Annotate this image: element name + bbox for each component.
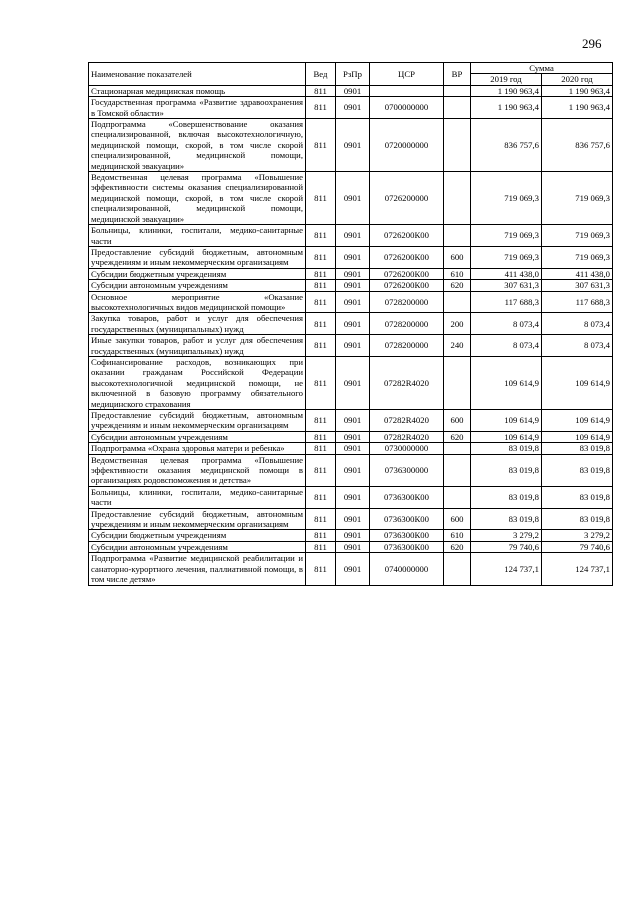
row-sum-2020: 124 737,1 xyxy=(542,553,613,585)
row-sum-2020: 719 069,3 xyxy=(542,172,613,225)
row-sum-2019: 1 190 963,4 xyxy=(471,85,542,96)
row-ved: 811 xyxy=(306,97,336,119)
row-name: Субсидии автономным учреждениям xyxy=(89,541,306,552)
row-vr: 620 xyxy=(444,541,471,552)
row-name: Закупка товаров, работ и услуг для обеспечения государственных (муниципальных) нужд xyxy=(89,313,306,335)
row-vr: 620 xyxy=(444,431,471,442)
row-csr: 0726200К00 xyxy=(370,268,444,279)
row-ved: 811 xyxy=(306,313,336,335)
row-ved: 811 xyxy=(306,530,336,541)
row-ved: 811 xyxy=(306,553,336,585)
row-rzpr: 0901 xyxy=(336,246,370,268)
row-rzpr: 0901 xyxy=(336,313,370,335)
row-name: Субсидии автономным учреждениям xyxy=(89,280,306,291)
row-csr: 0728200000 xyxy=(370,335,444,357)
row-name: Предоставление субсидий бюджетным, автономным учреждениям и иным некоммерческим организациям xyxy=(89,508,306,530)
row-sum-2020: 719 069,3 xyxy=(542,246,613,268)
row-rzpr: 0901 xyxy=(336,97,370,119)
row-sum-2020: 1 190 963,4 xyxy=(542,85,613,96)
row-vr: 240 xyxy=(444,335,471,357)
row-csr: 0726200К00 xyxy=(370,225,444,247)
header-year-2019: 2019 год xyxy=(471,74,542,85)
row-rzpr: 0901 xyxy=(336,410,370,432)
row-sum-2019: 719 069,3 xyxy=(471,172,542,225)
row-sum-2019: 79 740,6 xyxy=(471,541,542,552)
row-sum-2019: 3 279,2 xyxy=(471,530,542,541)
row-vr xyxy=(444,172,471,225)
row-sum-2019: 411 438,0 xyxy=(471,268,542,279)
row-rzpr: 0901 xyxy=(336,454,370,486)
table-row xyxy=(89,443,613,454)
row-sum-2020: 83 019,8 xyxy=(542,508,613,530)
row-csr: 0736300000 xyxy=(370,454,444,486)
row-name: Государственная программа «Развитие здравоохранения в Томской области» xyxy=(89,97,306,119)
row-rzpr: 0901 xyxy=(336,335,370,357)
row-ved: 811 xyxy=(306,541,336,552)
row-csr: 0736300К00 xyxy=(370,530,444,541)
row-ved: 811 xyxy=(306,508,336,530)
row-sum-2019: 719 069,3 xyxy=(471,225,542,247)
row-ved: 811 xyxy=(306,119,336,172)
row-name: Подпрограмма «Охрана здоровья матери и ребенка» xyxy=(89,443,306,454)
row-sum-2019: 109 614,9 xyxy=(471,431,542,442)
table-row xyxy=(89,454,613,486)
row-ved: 811 xyxy=(306,85,336,96)
row-ved: 811 xyxy=(306,443,336,454)
row-rzpr: 0901 xyxy=(336,119,370,172)
table-row xyxy=(89,268,613,279)
table-row xyxy=(89,97,613,119)
row-name: Субсидии бюджетным учреждениям xyxy=(89,268,306,279)
header-row xyxy=(89,63,613,74)
table-body xyxy=(89,85,613,585)
row-ved: 811 xyxy=(306,172,336,225)
row-vr: 600 xyxy=(444,410,471,432)
row-name: Субсидии автономным учреждениям xyxy=(89,431,306,442)
row-sum-2019: 109 614,9 xyxy=(471,410,542,432)
header-vr: ВР xyxy=(444,63,471,86)
row-vr: 610 xyxy=(444,530,471,541)
table-row xyxy=(89,530,613,541)
row-csr: 0728200000 xyxy=(370,291,444,313)
header-ved: Вед xyxy=(306,63,336,86)
row-vr xyxy=(444,443,471,454)
header-csr: ЦСР xyxy=(370,63,444,86)
row-sum-2019: 83 019,8 xyxy=(471,508,542,530)
table-row xyxy=(89,291,613,313)
row-sum-2019: 83 019,8 xyxy=(471,454,542,486)
row-sum-2020: 109 614,9 xyxy=(542,431,613,442)
row-vr xyxy=(444,119,471,172)
row-rzpr: 0901 xyxy=(336,356,370,409)
row-vr xyxy=(444,291,471,313)
row-name: Подпрограмма «Развитие медицинской реабилитации и санаторно-курортного лечения, паллиативной помощи, в том числе детям» xyxy=(89,553,306,585)
row-rzpr: 0901 xyxy=(336,443,370,454)
row-name: Подпрограмма «Совершенствование оказания специализированной, включая высокотехнологичную, медицинской помощи, скорой, в том числе скорой специализированной, медицинской помощи, медицинской эвакуации» xyxy=(89,119,306,172)
row-rzpr: 0901 xyxy=(336,85,370,96)
row-rzpr: 0901 xyxy=(336,291,370,313)
row-rzpr: 0901 xyxy=(336,280,370,291)
row-csr: 07282R4020 xyxy=(370,431,444,442)
row-sum-2020: 8 073,4 xyxy=(542,313,613,335)
row-ved: 811 xyxy=(306,486,336,508)
row-csr: 0726200К00 xyxy=(370,280,444,291)
table-row xyxy=(89,313,613,335)
row-name: Основное мероприятие «Оказание высокотехнологичных видов медицинской помощи» xyxy=(89,291,306,313)
row-vr: 620 xyxy=(444,280,471,291)
header-year-2020: 2020 год xyxy=(542,74,613,85)
table-row xyxy=(89,225,613,247)
row-csr xyxy=(370,85,444,96)
table-row xyxy=(89,280,613,291)
row-ved: 811 xyxy=(306,280,336,291)
table-row xyxy=(89,541,613,552)
row-sum-2020: 109 614,9 xyxy=(542,356,613,409)
row-vr: 600 xyxy=(444,246,471,268)
row-name: Субсидии бюджетным учреждениям xyxy=(89,530,306,541)
row-csr: 0726200К00 xyxy=(370,246,444,268)
page-number: 296 xyxy=(582,36,602,51)
row-name: Ведомственная целевая программа «Повышение эффективности оказания медицинской помощи в организациях родовспоможения и детства» xyxy=(89,454,306,486)
row-rzpr: 0901 xyxy=(336,225,370,247)
row-vr xyxy=(444,454,471,486)
row-name: Ведомственная целевая программа «Повышение эффективности системы оказания специализированной медицинской помощи, скорой, в том числе скорой специализированной, медицинской помощи, медицинской эвакуации» xyxy=(89,172,306,225)
row-sum-2020: 109 614,9 xyxy=(542,410,613,432)
row-ved: 811 xyxy=(306,410,336,432)
row-sum-2020: 79 740,6 xyxy=(542,541,613,552)
row-ved: 811 xyxy=(306,268,336,279)
row-sum-2020: 3 279,2 xyxy=(542,530,613,541)
row-rzpr: 0901 xyxy=(336,431,370,442)
row-sum-2019: 83 019,8 xyxy=(471,443,542,454)
row-sum-2019: 836 757,6 xyxy=(471,119,542,172)
row-sum-2019: 1 190 963,4 xyxy=(471,97,542,119)
row-sum-2019: 117 688,3 xyxy=(471,291,542,313)
row-sum-2019: 8 073,4 xyxy=(471,335,542,357)
row-sum-2020: 719 069,3 xyxy=(542,225,613,247)
row-csr: 0736300К00 xyxy=(370,541,444,552)
header-sum: Сумма xyxy=(471,63,613,74)
row-sum-2020: 83 019,8 xyxy=(542,443,613,454)
row-name: Стационарная медицинская помощь xyxy=(89,85,306,96)
row-rzpr: 0901 xyxy=(336,172,370,225)
row-sum-2019: 307 631,3 xyxy=(471,280,542,291)
row-rzpr: 0901 xyxy=(336,541,370,552)
row-csr: 0736300К00 xyxy=(370,508,444,530)
table-row xyxy=(89,553,613,585)
budget-table xyxy=(88,62,613,586)
row-name: Предоставление субсидий бюджетным, автономным учреждениям и иным некоммерческим организациям xyxy=(89,410,306,432)
row-vr xyxy=(444,85,471,96)
row-csr: 0736300К00 xyxy=(370,486,444,508)
row-ved: 811 xyxy=(306,246,336,268)
row-rzpr: 0901 xyxy=(336,486,370,508)
row-csr: 07282R4020 xyxy=(370,410,444,432)
row-sum-2020: 411 438,0 xyxy=(542,268,613,279)
row-vr xyxy=(444,553,471,585)
table-row xyxy=(89,356,613,409)
row-csr: 0728200000 xyxy=(370,313,444,335)
table-row xyxy=(89,335,613,357)
row-csr: 0730000000 xyxy=(370,443,444,454)
row-sum-2019: 719 069,3 xyxy=(471,246,542,268)
header-name: Наименование показателей xyxy=(89,63,306,86)
row-rzpr: 0901 xyxy=(336,268,370,279)
row-sum-2019: 83 019,8 xyxy=(471,486,542,508)
row-rzpr: 0901 xyxy=(336,553,370,585)
row-sum-2020: 117 688,3 xyxy=(542,291,613,313)
table-row xyxy=(89,246,613,268)
row-ved: 811 xyxy=(306,291,336,313)
row-name: Предоставление субсидий бюджетным, автономным учреждениям и иным некоммерческим организациям xyxy=(89,246,306,268)
table-row xyxy=(89,172,613,225)
table-row xyxy=(89,85,613,96)
row-vr: 600 xyxy=(444,508,471,530)
row-name: Софинансирование расходов, возникающих при оказании гражданам Российской Федерации высокотехнологичной медицинской помощи, не включенной в базовую программу обязательного медицинского страхования xyxy=(89,356,306,409)
row-csr: 0740000000 xyxy=(370,553,444,585)
row-vr: 200 xyxy=(444,313,471,335)
row-ved: 811 xyxy=(306,335,336,357)
header-rzpr: РзПр xyxy=(336,63,370,86)
row-vr xyxy=(444,225,471,247)
row-sum-2020: 83 019,8 xyxy=(542,486,613,508)
row-sum-2019: 109 614,9 xyxy=(471,356,542,409)
row-csr: 07282R4020 xyxy=(370,356,444,409)
row-csr: 0720000000 xyxy=(370,119,444,172)
row-name: Больницы, клиники, госпитали, медико-санитарные части xyxy=(89,486,306,508)
row-sum-2020: 1 190 963,4 xyxy=(542,97,613,119)
row-vr xyxy=(444,97,471,119)
row-rzpr: 0901 xyxy=(336,530,370,541)
table-row xyxy=(89,431,613,442)
row-ved: 811 xyxy=(306,356,336,409)
table-row xyxy=(89,486,613,508)
row-vr: 610 xyxy=(444,268,471,279)
row-vr xyxy=(444,356,471,409)
table-row xyxy=(89,508,613,530)
row-ved: 811 xyxy=(306,454,336,486)
row-sum-2019: 124 737,1 xyxy=(471,553,542,585)
table-row xyxy=(89,410,613,432)
row-csr: 0700000000 xyxy=(370,97,444,119)
row-rzpr: 0901 xyxy=(336,508,370,530)
row-sum-2020: 307 631,3 xyxy=(542,280,613,291)
row-sum-2020: 836 757,6 xyxy=(542,119,613,172)
row-csr: 0726200000 xyxy=(370,172,444,225)
table-row xyxy=(89,119,613,172)
row-ved: 811 xyxy=(306,225,336,247)
row-ved: 811 xyxy=(306,431,336,442)
row-sum-2020: 8 073,4 xyxy=(542,335,613,357)
row-sum-2020: 83 019,8 xyxy=(542,454,613,486)
row-name: Иные закупки товаров, работ и услуг для обеспечения государственных (муниципальных) нужд xyxy=(89,335,306,357)
row-name: Больницы, клиники, госпитали, медико-санитарные части xyxy=(89,225,306,247)
row-sum-2019: 8 073,4 xyxy=(471,313,542,335)
row-vr xyxy=(444,486,471,508)
